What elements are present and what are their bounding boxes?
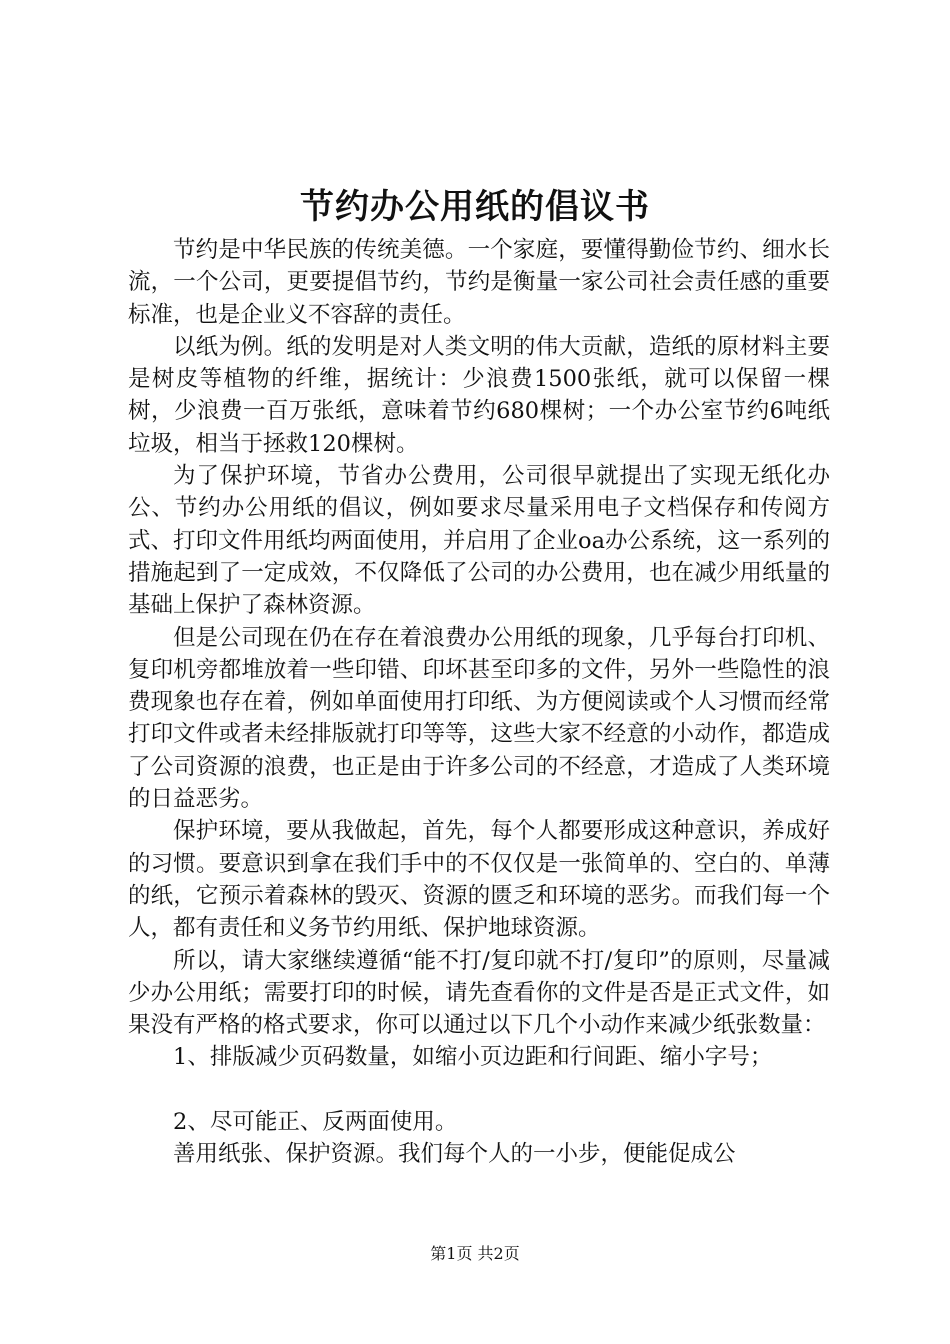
closing-paragraph: 善用纸张、保护资源。我们每个人的一小步，便能促成公 <box>173 1141 736 1168</box>
paragraph: 节约是中华民族的传统美德。一个家庭，要懂得勤俭节约、细水长流，一个公司，更要提倡节约，节约是衡量一家公司社会责任感的重要标准，也是企业义不容辞的责任。 <box>128 237 830 328</box>
list-item: 1、排版减少页码数量，如缩小页边距和行间距、缩小字号； <box>173 1044 773 1071</box>
paragraph: 为了保护环境，节省办公费用，公司很早就提出了实现无纸化办公、节约办公用纸的倡议，例如要求尽量采用电子文档保存和传阅方式、打印文件用纸均两面使用，并启用了企业oa办公系统，这一系列的措施起到了一定成效，不仅降低了公司的办公费用，也在减少用纸量的基础上保护了森林资源。 <box>128 463 830 619</box>
document-body <box>128 234 830 1171</box>
paragraph: 以纸为例。纸的发明是对人类文明的伟大贡献，造纸的原材料主要是树皮等植物的纤维，据统计：少浪费1500张纸，就可以保留一棵树，少浪费一百万张纸，意味着节约680棵树；一个办公室节约6吨纸垃圾，相当于拯救120棵树。 <box>128 333 830 457</box>
list-item: 2、尽可能正、反两面使用。 <box>173 1109 458 1136</box>
document-title: 节约办公用纸的倡议书 <box>300 187 650 227</box>
paragraph: 保护环境，要从我做起，首先，每个人都要形成这种意识，养成好的习惯。要意识到拿在我们手中的不仅仅是一张简单的、空白的、单薄的纸，它预示着森林的毁灭、资源的匮乏和环境的恶劣。而我们每一个人，都有责任和义务节约用纸、保护地球资源。 <box>128 818 830 942</box>
paragraph: 所以，请大家继续遵循“能不打/复印就不打/复印”的原则，尽量减少办公用纸；需要打印的时候，请先查看你的文件是否是正式文件，如果没有严格的格式要求，你可以通过以下几个小动作来减少纸张数量： <box>128 947 830 1039</box>
page-number: 第1页 共2页 <box>430 1244 520 1263</box>
blank-line <box>128 1074 830 1106</box>
page-footer <box>0 1242 950 1266</box>
paragraph: 但是公司现在仍在存在着浪费办公用纸的现象，几乎每台打印机、复印机旁都堆放着一些印错、印坏甚至印多的文件，另外一些隐性的浪费现象也存在着，例如单面使用打印纸、为方便阅读或个人习惯而经常打印文件或者未经排版就打印等等，这些大家不经意的小动作，都造成了公司资源的浪费，也正是由于许多公司的不经意，才造成了人类环境的日益恶劣。 <box>128 624 830 813</box>
